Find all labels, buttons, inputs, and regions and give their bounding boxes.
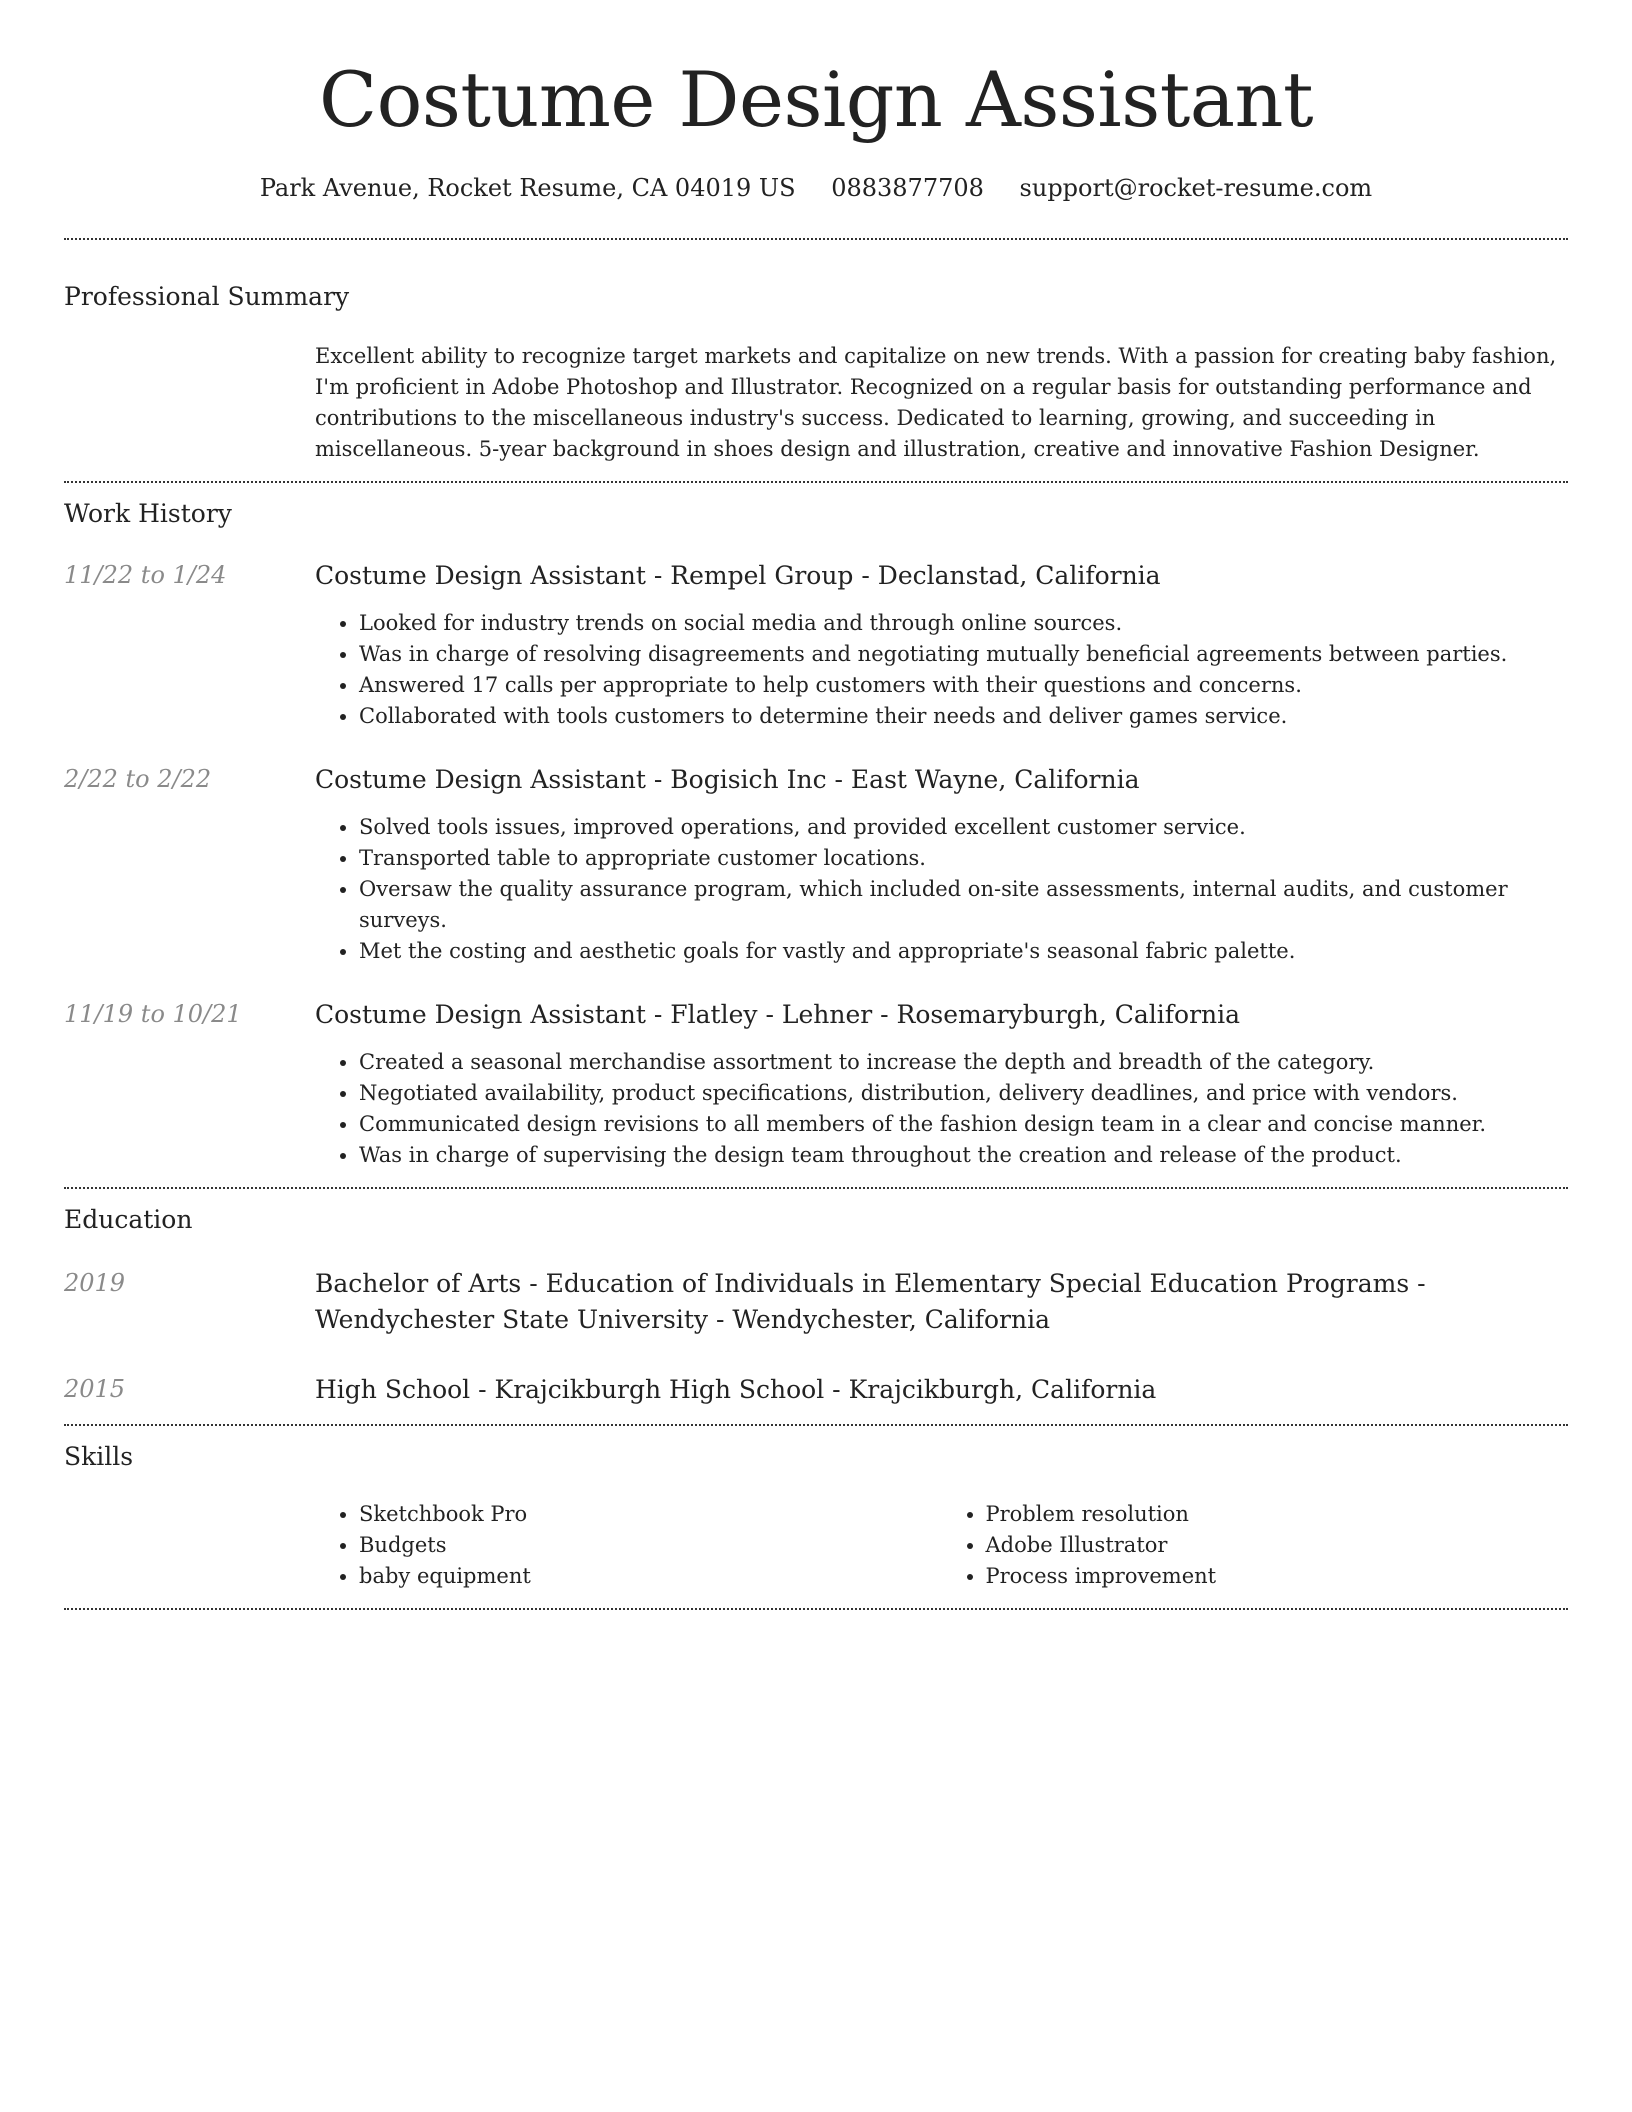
skill-item: • baby equipment: [359, 1561, 942, 1592]
skill-item: • Budgets: [359, 1530, 942, 1561]
job-heading: Costume Design Assistant - Rempel Group - Declanstad, California: [315, 561, 1161, 590]
skill-item: • Problem resolution: [986, 1499, 1569, 1530]
job-entry: [64, 558, 1568, 732]
job-bullet: • Negotiated availability, product specifications, distribution, delivery deadlines, and price with vendors.: [359, 1078, 1568, 1109]
skill-item: • Sketchbook Pro: [359, 1499, 942, 1530]
skills-title: Skills: [64, 1442, 134, 1471]
contact-phone: 0883877708: [831, 174, 984, 202]
job-bullet: • Collaborated with tools customers to determine their needs and deliver games service.: [359, 701, 1568, 732]
job-bullet: • Communicated design revisions to all members of the fashion design team in a clear and concise manner.: [359, 1109, 1568, 1140]
job-bullet: • Transported table to appropriate customer locations.: [359, 843, 1568, 874]
job-bullet: • Solved tools issues, improved operations, and provided excellent customer service.: [359, 812, 1568, 843]
education-title: Education: [64, 1205, 193, 1234]
job-bullets: [315, 1047, 1568, 1171]
education-entry: [64, 1266, 1568, 1338]
job-heading: Costume Design Assistant - Flatley - Lehner - Rosemaryburgh, California: [315, 1000, 1241, 1029]
summary-section: [64, 240, 1568, 481]
job-bullets: [315, 608, 1568, 732]
job-date: 11/19 to 10/21: [64, 1000, 242, 1028]
skill-item: • Process improvement: [986, 1561, 1569, 1592]
education-date: 2019: [64, 1269, 126, 1297]
job-bullet: • Looked for industry trends on social media and through online sources.: [359, 608, 1568, 639]
summary-title: Professional Summary: [64, 282, 350, 311]
contact-email[interactable]: support@rocket-resume.com: [1019, 174, 1373, 202]
summary-text: Excellent ability to recognize target markets and capitalize on new trends. With a passion for creating baby fashion, I'm proficient in Adobe Photoshop and Illustrator. Recognized on a regular basis for outstanding performance and contributions to the miscellaneous industry's success. Dedicated to learning, growing, and succeeding in miscellaneous. 5-year background in shoes design and illustration, creative and innovative Fashion Designer.: [315, 344, 1557, 461]
education-entry: [64, 1372, 1568, 1408]
job-bullet: • Answered 17 calls per appropriate to help customers with their questions and concerns.: [359, 670, 1568, 701]
resume-name: Costume Design Assistant: [318, 55, 1314, 144]
job-bullet: • Met the costing and aesthetic goals for vastly and appropriate's seasonal fabric palette.: [359, 936, 1568, 967]
skills-list-left: [315, 1499, 942, 1592]
resume-page: [64, 0, 1568, 1610]
job-bullet: • Was in charge of resolving disagreements and negotiating mutually beneficial agreements between parties.: [359, 639, 1568, 670]
work-history-title: Work History: [64, 499, 232, 528]
job-bullet: • Created a seasonal merchandise assortment to increase the depth and breadth of the category.: [359, 1047, 1568, 1078]
job-heading: Costume Design Assistant - Bogisich Inc - East Wayne, California: [315, 765, 1140, 794]
skills-section: [64, 1426, 1568, 1608]
job-entry: [64, 762, 1568, 967]
education-date: 2015: [64, 1375, 126, 1403]
education-heading: High School - Krajcikburgh High School - Krajcikburgh, California: [315, 1375, 1157, 1404]
skills-grid: [315, 1499, 1568, 1608]
skill-item: • Adobe Illustrator: [986, 1530, 1569, 1561]
education-heading: Bachelor of Arts - Education of Individuals in Elementary Special Education Programs - Wendychester State University - Wendychester, California: [315, 1269, 1426, 1334]
job-bullet: • Oversaw the quality assurance program, which included on-site assessments, internal audits, and customer surveys.: [359, 874, 1568, 936]
job-bullets: [315, 812, 1568, 967]
contact-line: [64, 174, 1568, 202]
job-bullet: • Was in charge of supervising the design team throughout the creation and release of the product.: [359, 1140, 1568, 1171]
work-history-section: [64, 483, 1568, 1187]
skills-list-right: [942, 1499, 1569, 1592]
job-date: 11/22 to 1/24: [64, 561, 227, 589]
divider: [64, 1608, 1568, 1610]
contact-address: Park Avenue, Rocket Resume, CA 04019 US: [259, 174, 796, 202]
job-entry: [64, 997, 1568, 1171]
education-section: [64, 1189, 1568, 1424]
job-date: 2/22 to 2/22: [64, 765, 212, 793]
